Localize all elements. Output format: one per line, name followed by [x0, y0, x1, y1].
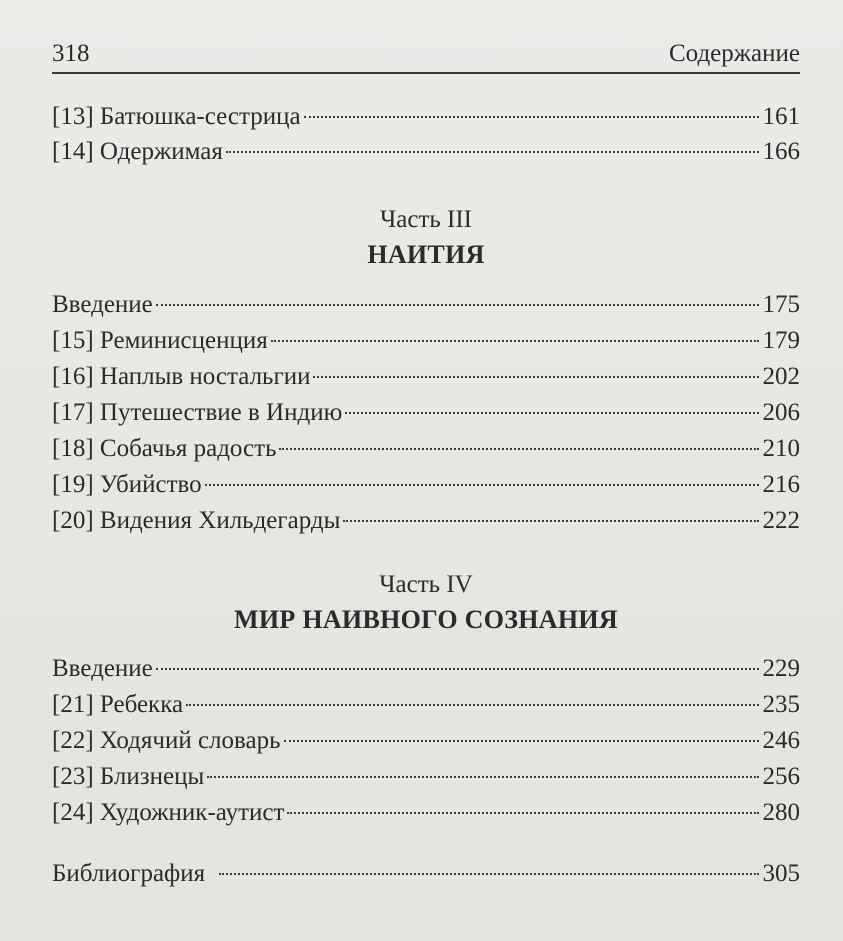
part-title: МИР НАИВНОГО СОЗНАНИЯ [233, 605, 619, 634]
toc-entry [52, 433, 800, 465]
toc-entry [52, 101, 800, 133]
dot-leader [156, 304, 759, 306]
entry-page: 216 [762, 471, 800, 498]
entry-page: 235 [762, 691, 800, 718]
entry-label: [14] Одержимая [52, 138, 223, 165]
entry-label: [19] Убийство [52, 471, 202, 498]
toc-entry [52, 689, 800, 721]
entry-label: [17] Путешествие в Индию [52, 399, 343, 426]
entry-page: 256 [762, 763, 800, 790]
dot-leader [205, 484, 759, 486]
entry-label: Введение [52, 291, 153, 318]
entry-page: 229 [762, 655, 800, 682]
dot-leader [304, 116, 759, 118]
running-head [52, 38, 800, 74]
entry-label: Введение [52, 655, 153, 682]
entry-page: 202 [762, 363, 800, 390]
dot-leader [287, 812, 758, 814]
entry-label: [21] Ребекка [52, 691, 184, 718]
dot-leader [279, 448, 758, 450]
dot-leader [313, 376, 758, 378]
dot-leader [219, 873, 758, 875]
dot-leader [156, 668, 759, 670]
entry-page: 166 [762, 138, 800, 165]
toc-entry [52, 289, 800, 321]
toc-entry [52, 505, 800, 537]
page-number: 318 [52, 40, 90, 67]
entry-label: [23] Близнецы [52, 763, 205, 790]
dot-leader [343, 520, 758, 522]
entry-page: 206 [762, 399, 800, 426]
entry-label: [24] Художник-аутист [52, 799, 285, 826]
dot-leader [186, 704, 758, 706]
section-title: Содержание [669, 40, 800, 67]
entry-label: [22] Ходячий словарь [52, 727, 281, 754]
toc-entry [52, 136, 800, 168]
dot-leader [345, 412, 758, 414]
toc-entry [52, 361, 800, 393]
entry-label: [18] Собачья радость [52, 435, 277, 462]
part-title: НАИТИЯ [367, 240, 485, 269]
entry-label: [15] Реминисценция [52, 327, 268, 354]
entry-label: Библиография [52, 860, 206, 887]
entry-label: [13] Батюшка-сестрица [52, 103, 301, 130]
entry-page: 305 [762, 860, 800, 887]
entry-page: 210 [762, 435, 800, 462]
toc-entry [52, 397, 800, 429]
entry-page: 175 [762, 291, 800, 318]
entry-page: 179 [762, 327, 800, 354]
dot-leader [271, 340, 759, 342]
entry-page: 222 [762, 507, 800, 534]
toc-entry-bibliography [52, 858, 800, 890]
toc-entry [52, 725, 800, 757]
dot-leader [284, 740, 759, 742]
part-heading: Часть III [380, 206, 472, 233]
toc-entry [52, 761, 800, 793]
entry-label: [20] Видения Хильдегарды [52, 507, 341, 534]
entry-page: 161 [762, 103, 800, 130]
toc-entry [52, 469, 800, 501]
entry-page: 246 [762, 727, 800, 754]
toc-entry [52, 797, 800, 829]
part-heading: Часть IV [379, 571, 473, 598]
entry-label: [16] Наплыв ностальгии [52, 363, 311, 390]
dot-leader [207, 776, 758, 778]
dot-leader [226, 151, 759, 153]
toc-entry [52, 325, 800, 357]
entry-page: 280 [762, 799, 800, 826]
toc-entry [52, 653, 800, 685]
